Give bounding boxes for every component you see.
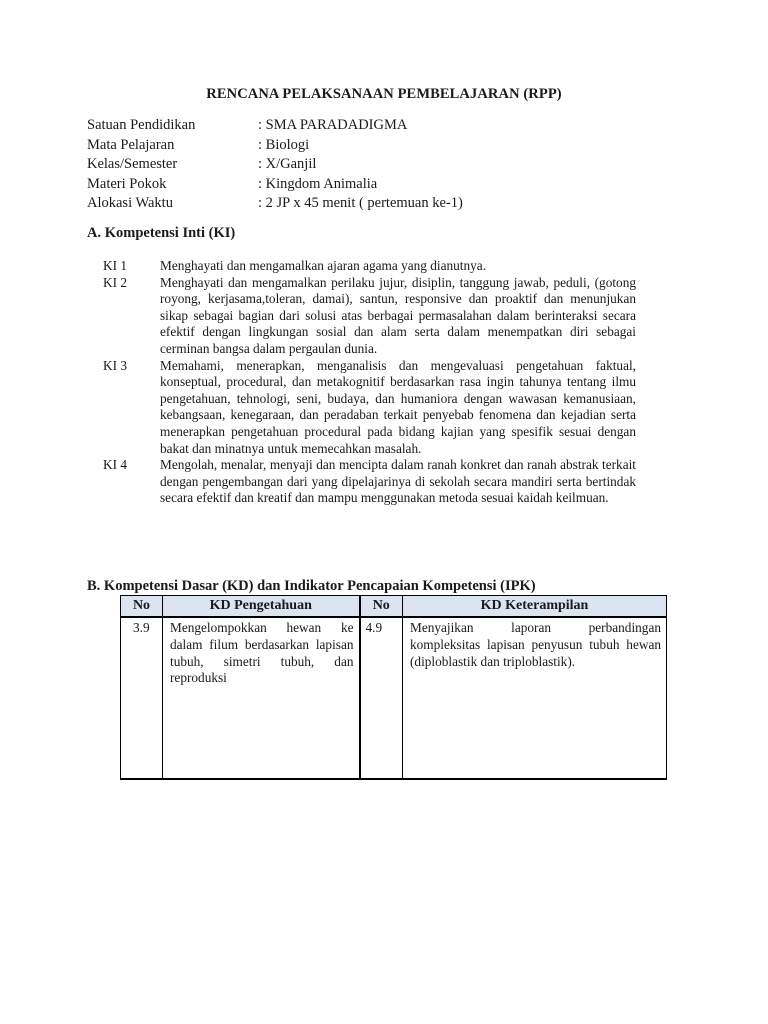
ki-item	[103, 358, 636, 458]
identity-label: Alokasi Waktu	[87, 195, 173, 211]
kd-number: 3.9	[121, 617, 163, 779]
kd-keterampilan-cell: Menyajikan laporan perbandingan kompleksitas lapisan penyusun tubuh hewan (diploblastik dan triploblastik).	[403, 617, 667, 779]
identity-block	[87, 116, 647, 214]
kd-pengetahuan-cell: Mengelompokkan hewan ke dalam filum berdasarkan lapisan tubuh, simetri tubuh, dan reproduksi	[163, 617, 360, 779]
header-kd-keterampilan: KD Keterampilan	[403, 596, 667, 618]
table-row	[121, 617, 667, 779]
identity-label: Kelas/Semester	[87, 156, 178, 172]
kd-table-header-row	[121, 596, 667, 618]
section-b-heading: B. Kompetensi Dasar (KD) dan Indikator Pencapaian Kompetensi (IPK)	[87, 578, 536, 594]
ki-item	[103, 258, 636, 275]
ki-list	[103, 258, 636, 507]
identity-value: : SMA PARADADIGMA	[258, 117, 408, 133]
identity-row	[87, 116, 647, 136]
kd-table	[120, 595, 667, 780]
ki-text: Menghayati dan mengamalkan ajaran agama yang dianutnya.	[160, 258, 487, 273]
identity-row	[87, 194, 647, 214]
ki-text: Memahami, menerapkan, menganalisis dan mengevaluasi pengetahuan faktual, konseptual, procedural, dan metakognitif berdasarkan rasa ingin tahunya tentang ilmu pengetahuan, tehnologi, seni, budaya, dan humaniora dengan wawasan kemanusiaan, kebangsaan, kenegaraan, dan peradaban terkait penyebab fenomena dan kejadian serta menerapkan pengetahuan procedural pada bidang kajian yang spesifik sesuai dengan bakat dan minatnya untuk memecahkan masalah.	[160, 357, 636, 456]
header-no: No	[121, 596, 163, 618]
identity-row	[87, 175, 647, 195]
identity-value: : Kingdom Animalia	[258, 175, 378, 192]
ki-code: KI 4	[103, 457, 128, 473]
identity-value: : 2 JP x 45 menit ( pertemuan ke-1)	[258, 195, 463, 211]
ki-code: KI 1	[103, 258, 128, 273]
ki-text: Mengolah, menalar, menyaji dan mencipta dalam ranah konkret dan ranah abstrak terkait dengan pengembangan dari yang dipelajarinya di sekolah secara mandiri serta bertindak secara efektif dan kreatif dan mampu menggunakan metoda sesuai kaidah keilmuan.	[160, 457, 636, 506]
ki-text: Menghayati dan mengamalkan perilaku jujur, disiplin, tanggung jawab, peduli, (gotong royong, kerjasama,toleran, damai), santun, responsive dan proaktif dan menunjukan sikap sebagai bagian dari solusi atas berbagai permasalahan dalam berinteraksi secara efektif dengan lingkungan sosial dan alam serta dalam menempatkan diri sebagai cerminan bangsa dalam pergaulan dunia.	[160, 274, 636, 356]
identity-value: : X/Ganjil	[258, 156, 317, 172]
identity-value: : Biologi	[258, 136, 310, 153]
ki-code: KI 2	[103, 274, 128, 290]
kd-number: 4.9	[360, 617, 403, 779]
document-title: RENCANA PELAKSANAAN PEMBELAJARAN (RPP)	[206, 86, 562, 102]
identity-label: Materi Pokok	[87, 175, 167, 192]
header-no: No	[360, 596, 403, 618]
ki-code: KI 3	[103, 357, 128, 373]
ki-item	[103, 275, 636, 358]
identity-label: Mata Pelajaran	[87, 136, 175, 153]
section-a-heading: A. Kompetensi Inti (KI)	[87, 225, 236, 241]
identity-row	[87, 136, 647, 156]
header-kd-pengetahuan: KD Pengetahuan	[163, 596, 360, 618]
identity-label: Satuan Pendidikan	[87, 117, 196, 133]
identity-row	[87, 155, 647, 175]
ki-item	[103, 457, 636, 507]
